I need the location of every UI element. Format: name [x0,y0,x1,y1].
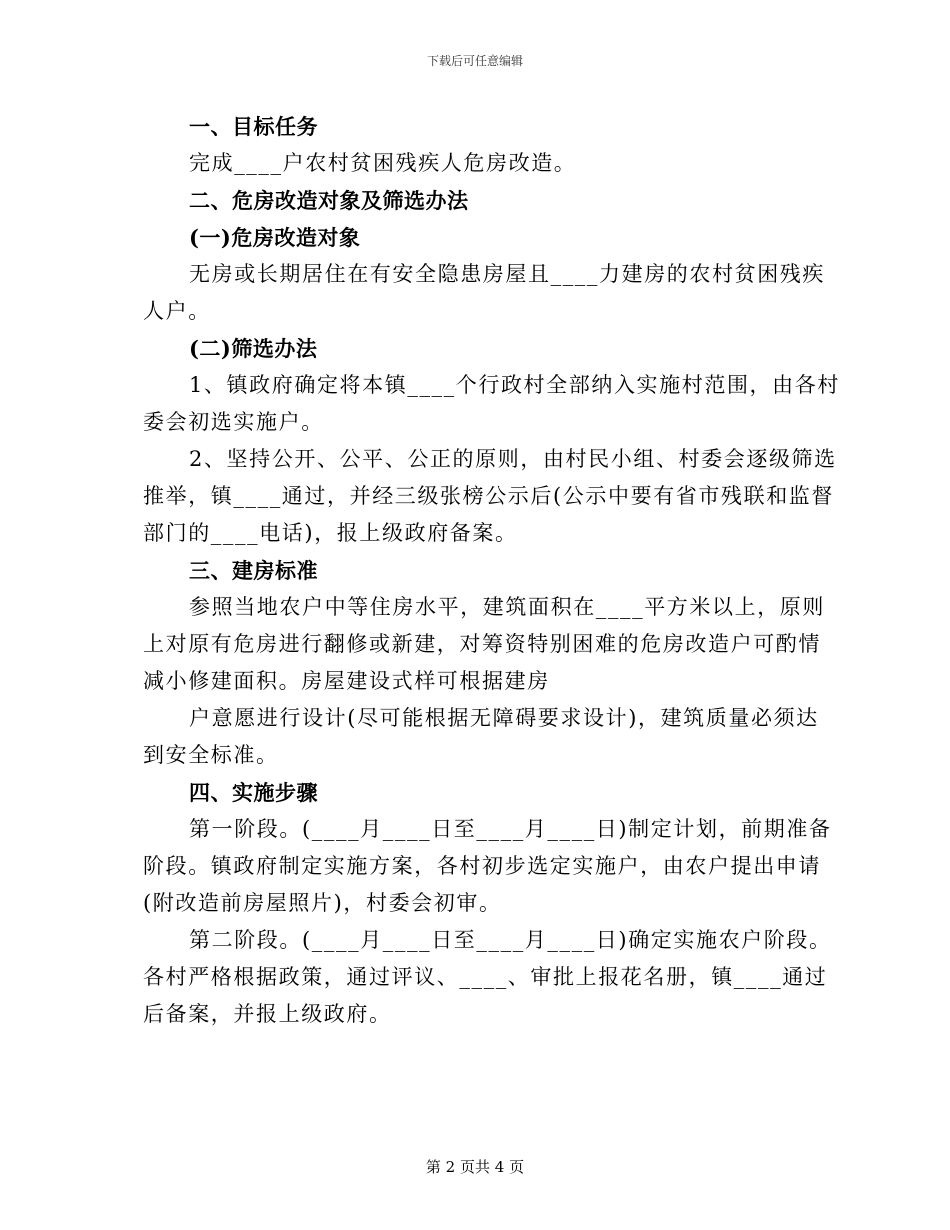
paragraph-line: 推举，镇____通过，并经三级张榜公示后(公示中要有省市残联和监督 [143,484,834,508]
paragraph-line: 减小修建面积。房屋建设式样可根据建房 [143,669,550,693]
paragraph-line: 后备案，并报上级政府。 [143,1002,392,1026]
paragraph-line: 2、坚持公开、公平、公正的原则，由村民小组、村委会逐级筛选 [189,447,837,471]
paragraph-line: 完成____户农村贫困残疾人危房改造。 [189,151,577,175]
document-body [143,108,840,1033]
paragraph-line: 上对原有危房进行翻修或新建，对筹资特别困难的危房改造户可酌情 [143,632,821,656]
heading-line: (一)危房改造对象 [189,225,361,250]
paragraph-line: 1、镇政府确定将本镇____个行政村全部纳入实施村范围，由各村 [189,373,840,397]
page-footer: 第 2 页共 4 页 [425,1158,525,1176]
heading-line: (二)筛选办法 [189,336,318,361]
heading-line: 四、实施步骤 [189,780,318,805]
paragraph-line: 无房或长期居住在有安全隐患房屋且____力建房的农村贫困残疾 [189,262,825,286]
paragraph-line: 户意愿进行设计(尽可能根据无障碍要求设计)，建筑质量必须达 [189,706,819,730]
paragraph-line: 人户。 [143,299,211,323]
paragraph-line: 第一阶段。(____月____日至____月____日)制定计划，前期准备 [189,817,832,841]
paragraph-line: 各村严格根据政策，通过评议、____、审批上报花名册，镇____通过 [143,965,828,989]
heading-line: 三、建房标准 [189,558,318,583]
paragraph-line: (附改造前房屋照片)，村委会初审。 [143,891,502,915]
paragraph-line: 委会初选实施户。 [143,410,324,434]
paragraph-line: 参照当地农户中等住房水平，建筑面积在____平方米以上，原则 [189,595,825,619]
paragraph-line: 第二阶段。(____月____日至____月____日)确定实施农户阶段。 [189,928,832,952]
heading-line: 一、目标任务 [189,114,318,139]
paragraph-line: 部门的____电话)，报上级政府备案。 [143,521,518,545]
paragraph-line: 到安全标准。 [143,743,279,767]
heading-line: 二、危房改造对象及筛选办法 [189,188,469,213]
paragraph-line: 阶段。镇政府制定实施方案，各村初步选定实施户，由农户提出申请 [143,854,821,878]
page-header: 下载后可任意编辑 [426,54,523,68]
